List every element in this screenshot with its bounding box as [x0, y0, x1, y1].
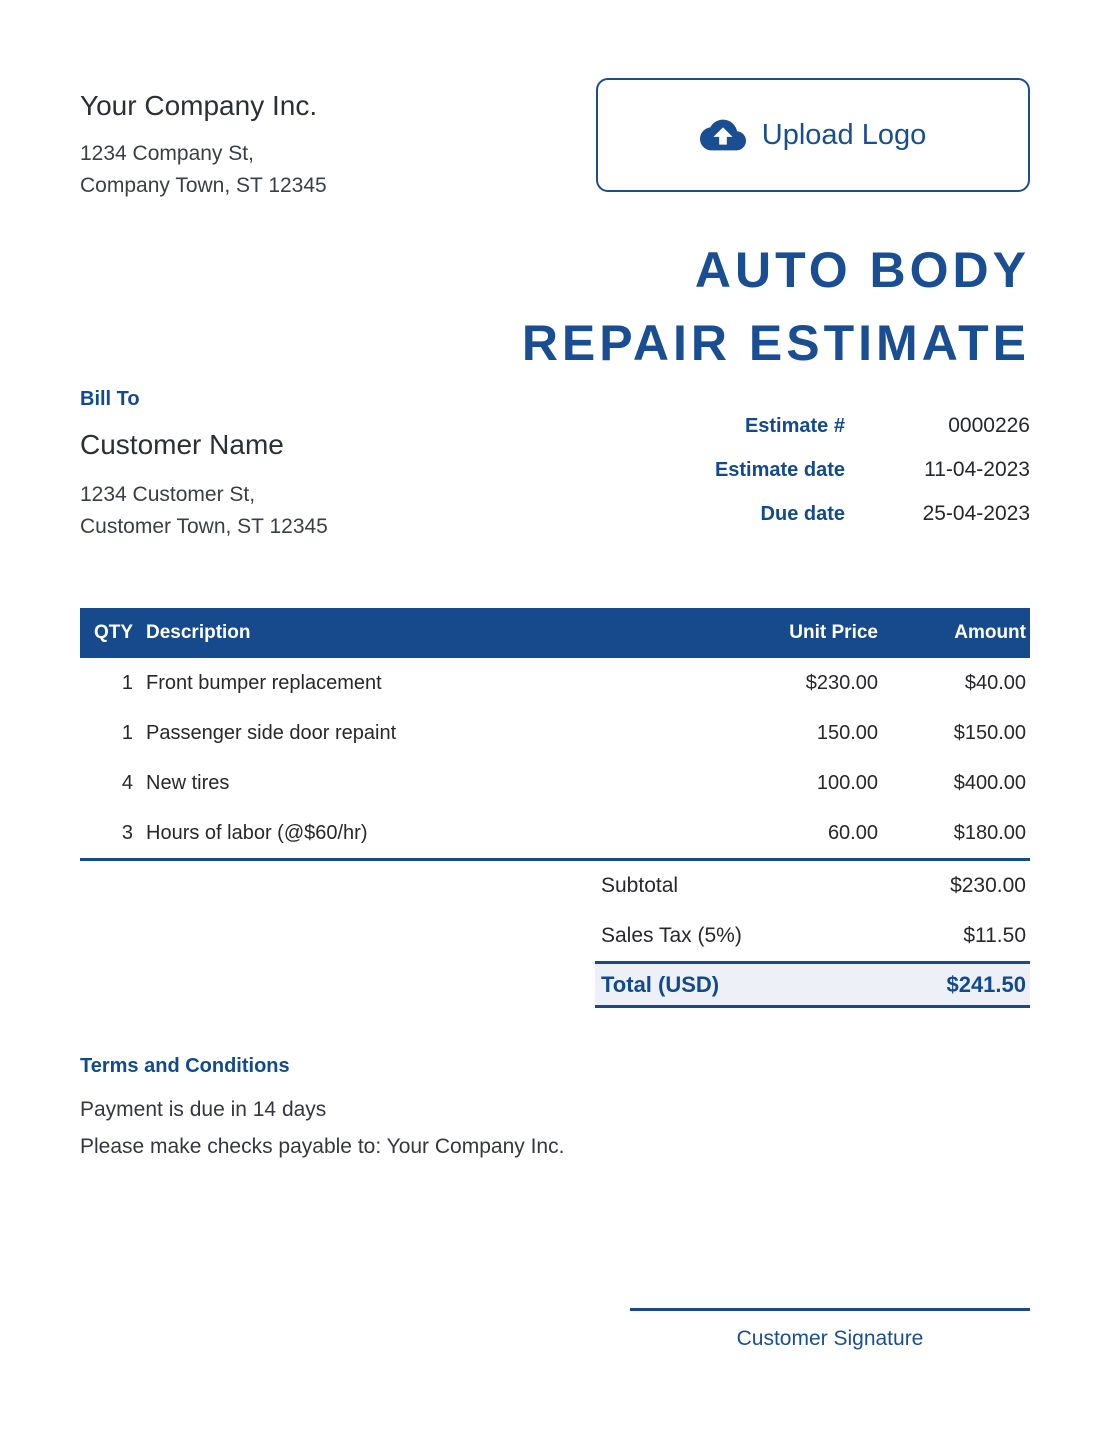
bill-to-heading: Bill To: [80, 388, 140, 410]
estimate-info: [595, 414, 1030, 546]
sales-tax-value: $11.50: [963, 924, 1026, 947]
items-table-header: [80, 608, 1030, 658]
signature-line: [630, 1308, 1030, 1311]
total-label: Total (USD): [601, 971, 720, 997]
company-info: [80, 90, 327, 202]
upload-logo-label: Upload Logo: [761, 118, 927, 151]
company-address-line2: Company Town, ST 12345: [80, 174, 327, 197]
due-date-label: Due date: [760, 503, 845, 525]
total-row: [595, 961, 1030, 1008]
subtotal-row: [595, 861, 1030, 911]
table-row: [80, 808, 1030, 858]
terms-heading: Terms and Conditions: [80, 1055, 290, 1077]
estimate-number-value: 0000226: [948, 414, 1030, 437]
upload-logo-button[interactable]: [596, 78, 1030, 192]
estimate-date-row: [595, 458, 1030, 502]
item-amount: $40.00: [964, 671, 1026, 694]
items-table-body: [80, 658, 1030, 861]
signature-section: [630, 1308, 1030, 1351]
company-address-line1: 1234 Company St,: [80, 142, 254, 165]
terms-line2: Please make checks payable to: Your Company Inc.: [80, 1135, 565, 1158]
subtotal-label: Subtotal: [601, 874, 679, 897]
item-description: Passenger side door repaint: [146, 721, 397, 744]
item-qty: 1: [121, 671, 133, 694]
item-amount: $400.00: [953, 771, 1026, 794]
document-title-line2: REPAIR ESTIMATE: [521, 315, 1030, 371]
due-date-value: 25-04-2023: [922, 502, 1030, 525]
terms-line1: Payment is due in 14 days: [80, 1098, 327, 1121]
subtotal-value: $230.00: [950, 874, 1026, 897]
item-description: Front bumper replacement: [146, 671, 382, 694]
totals-section: [595, 861, 1030, 1008]
total-value: $241.50: [946, 971, 1026, 997]
table-row: [80, 658, 1030, 708]
header-qty: QTY: [93, 622, 133, 643]
customer-name: Customer Name: [80, 429, 284, 460]
cloud-upload-icon: [700, 112, 746, 158]
terms-section: [80, 1055, 564, 1172]
item-amount: $150.00: [953, 721, 1026, 744]
items-table: [80, 608, 1030, 1008]
signature-label: Customer Signature: [736, 1327, 924, 1350]
estimate-number-row: [595, 414, 1030, 458]
item-unit-price: 100.00: [816, 771, 878, 794]
customer-address-line2: Customer Town, ST 12345: [80, 515, 328, 538]
company-address: [80, 138, 327, 202]
item-qty: 4: [121, 771, 133, 794]
item-qty: 1: [121, 721, 133, 744]
bill-to-section: [80, 388, 328, 543]
item-unit-price: 150.00: [816, 721, 878, 744]
header-description: Description: [146, 622, 251, 643]
sales-tax-row: [595, 911, 1030, 961]
sales-tax-label: Sales Tax (5%): [601, 924, 742, 947]
header-unit-price: Unit Price: [789, 622, 878, 643]
item-unit-price: 60.00: [827, 821, 878, 844]
table-row: [80, 758, 1030, 808]
customer-address: [80, 479, 328, 543]
company-name: Your Company Inc.: [80, 90, 318, 121]
item-unit-price: $230.00: [805, 671, 878, 694]
item-description: New tires: [146, 771, 230, 794]
due-date-row: [595, 502, 1030, 546]
item-amount: $180.00: [953, 821, 1026, 844]
header-amount: Amount: [954, 622, 1026, 643]
item-description: Hours of labor (@$60/hr): [146, 821, 368, 844]
table-row: [80, 708, 1030, 758]
document-title-line1: AUTO BODY: [694, 242, 1030, 298]
estimate-date-label: Estimate date: [714, 459, 845, 481]
estimate-number-label: Estimate #: [744, 415, 845, 437]
estimate-date-value: 11-04-2023: [924, 458, 1030, 481]
document-title: [522, 234, 1030, 380]
item-qty: 3: [121, 821, 133, 844]
customer-address-line1: 1234 Customer St,: [80, 483, 256, 506]
